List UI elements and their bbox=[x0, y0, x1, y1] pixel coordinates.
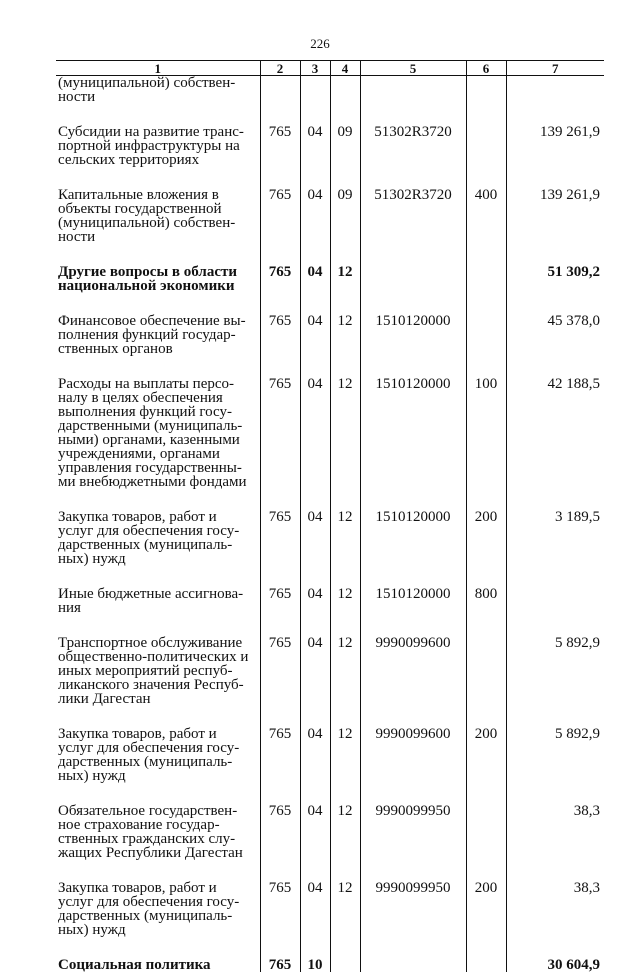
description-line: Закупка товаров, работ и bbox=[58, 880, 217, 896]
spacer-cell bbox=[330, 293, 360, 314]
subsection-code: 09 bbox=[330, 125, 360, 167]
item-description bbox=[56, 881, 260, 937]
item-description bbox=[56, 188, 260, 244]
section-code: 10 bbox=[300, 958, 330, 972]
table-row bbox=[56, 76, 604, 105]
spacer-cell bbox=[330, 706, 360, 727]
description-line: ное страхование государ- bbox=[58, 817, 220, 833]
description-line: ных) нужд bbox=[58, 551, 126, 567]
spacer-cell bbox=[56, 615, 260, 636]
expense-type-code bbox=[466, 958, 506, 972]
spacer-cell bbox=[360, 244, 466, 265]
amount: 42 188,5 bbox=[506, 377, 604, 489]
expense-type-code: 400 bbox=[466, 188, 506, 244]
spacer-cell bbox=[260, 356, 300, 377]
ministry-code: 765 bbox=[260, 587, 300, 615]
description-line: лики Дагестан bbox=[58, 691, 151, 707]
subsection-code: 12 bbox=[330, 377, 360, 489]
section-code: 04 bbox=[300, 265, 330, 293]
spacer-cell bbox=[506, 937, 604, 958]
section-code bbox=[300, 76, 330, 105]
description-line: ными) органами, казенными bbox=[58, 432, 240, 448]
header-col-2: 2 bbox=[260, 61, 300, 76]
subsection-code: 12 bbox=[330, 727, 360, 783]
item-description bbox=[56, 314, 260, 356]
target-code: 9990099950 bbox=[360, 881, 466, 937]
subsection-code: 12 bbox=[330, 265, 360, 293]
spacer-cell bbox=[360, 489, 466, 510]
description-line: ми внебюджетными фондами bbox=[58, 474, 247, 490]
target-code bbox=[360, 76, 466, 105]
spacer-cell bbox=[300, 356, 330, 377]
item-description bbox=[56, 727, 260, 783]
description-line: дарственными (муниципаль- bbox=[58, 418, 243, 434]
spacer-cell bbox=[260, 489, 300, 510]
row-spacer bbox=[56, 783, 604, 804]
header-col-6: 6 bbox=[466, 61, 506, 76]
section-code: 04 bbox=[300, 314, 330, 356]
header-row bbox=[56, 61, 604, 76]
row-spacer bbox=[56, 489, 604, 510]
description-line: Капитальные вложения в bbox=[58, 187, 219, 203]
spacer-cell bbox=[300, 167, 330, 188]
budget-table bbox=[56, 60, 604, 972]
spacer-cell bbox=[260, 293, 300, 314]
description-line: Финансовое обеспечение вы- bbox=[58, 313, 246, 329]
spacer-cell bbox=[466, 566, 506, 587]
spacer-cell bbox=[56, 489, 260, 510]
spacer-cell bbox=[466, 706, 506, 727]
description-line: услуг для обеспечения госу- bbox=[58, 740, 240, 756]
section-code: 04 bbox=[300, 881, 330, 937]
description-line: Закупка товаров, работ и bbox=[58, 726, 217, 742]
spacer-cell bbox=[300, 860, 330, 881]
spacer-cell bbox=[506, 566, 604, 587]
description-line: Обязательное государствен- bbox=[58, 803, 238, 819]
target-code: 1510120000 bbox=[360, 587, 466, 615]
expense-type-code: 200 bbox=[466, 881, 506, 937]
spacer-cell bbox=[260, 167, 300, 188]
spacer-cell bbox=[360, 706, 466, 727]
header-col-1: 1 bbox=[56, 61, 260, 76]
spacer-cell bbox=[466, 104, 506, 125]
table-row bbox=[56, 587, 604, 615]
spacer-cell bbox=[466, 244, 506, 265]
subsection-code: 12 bbox=[330, 881, 360, 937]
spacer-cell bbox=[56, 566, 260, 587]
expense-type-code bbox=[466, 265, 506, 293]
item-description bbox=[56, 510, 260, 566]
spacer-cell bbox=[300, 244, 330, 265]
description-line: жащих Республики Дагестан bbox=[58, 845, 243, 861]
spacer-cell bbox=[330, 566, 360, 587]
table-row bbox=[56, 727, 604, 783]
table-row bbox=[56, 958, 604, 972]
expense-type-code bbox=[466, 314, 506, 356]
section-code: 04 bbox=[300, 188, 330, 244]
amount: 139 261,9 bbox=[506, 188, 604, 244]
ministry-code: 765 bbox=[260, 958, 300, 972]
spacer-cell bbox=[506, 244, 604, 265]
section-code: 04 bbox=[300, 727, 330, 783]
header-col-5: 5 bbox=[360, 61, 466, 76]
description-line: общественно-политических и bbox=[58, 649, 249, 665]
amount: 5 892,9 bbox=[506, 727, 604, 783]
spacer-cell bbox=[360, 566, 466, 587]
target-code: 1510120000 bbox=[360, 510, 466, 566]
ministry-code: 765 bbox=[260, 265, 300, 293]
amount: 3 189,5 bbox=[506, 510, 604, 566]
spacer-cell bbox=[360, 783, 466, 804]
amount: 139 261,9 bbox=[506, 125, 604, 167]
spacer-cell bbox=[506, 104, 604, 125]
description-line: управления государственны- bbox=[58, 460, 242, 476]
spacer-cell bbox=[300, 566, 330, 587]
spacer-cell bbox=[506, 293, 604, 314]
expense-type-code: 800 bbox=[466, 587, 506, 615]
spacer-cell bbox=[56, 356, 260, 377]
description-line: дарственных (муниципаль- bbox=[58, 754, 233, 770]
ministry-code: 765 bbox=[260, 510, 300, 566]
ministry-code: 765 bbox=[260, 377, 300, 489]
spacer-cell bbox=[330, 937, 360, 958]
subsection-code: 12 bbox=[330, 804, 360, 860]
spacer-cell bbox=[300, 706, 330, 727]
spacer-cell bbox=[300, 783, 330, 804]
table-row bbox=[56, 881, 604, 937]
spacer-cell bbox=[360, 167, 466, 188]
spacer-cell bbox=[506, 706, 604, 727]
target-code bbox=[360, 265, 466, 293]
spacer-cell bbox=[466, 937, 506, 958]
subsection-code: 09 bbox=[330, 188, 360, 244]
spacer-cell bbox=[506, 615, 604, 636]
spacer-cell bbox=[260, 615, 300, 636]
spacer-cell bbox=[360, 356, 466, 377]
spacer-cell bbox=[260, 706, 300, 727]
row-spacer bbox=[56, 860, 604, 881]
description-line: выполнения функций госу- bbox=[58, 404, 232, 420]
spacer-cell bbox=[466, 356, 506, 377]
spacer-cell bbox=[260, 566, 300, 587]
row-spacer bbox=[56, 615, 604, 636]
spacer-cell bbox=[466, 293, 506, 314]
spacer-cell bbox=[506, 167, 604, 188]
description-line: Иные бюджетные ассигнова- bbox=[58, 586, 244, 602]
amount bbox=[506, 587, 604, 615]
spacer-cell bbox=[330, 104, 360, 125]
subsection-code bbox=[330, 76, 360, 105]
spacer-cell bbox=[360, 937, 466, 958]
amount: 38,3 bbox=[506, 881, 604, 937]
item-description bbox=[56, 265, 260, 293]
spacer-cell bbox=[466, 860, 506, 881]
description-line: учреждениями, органами bbox=[58, 446, 220, 462]
spacer-cell bbox=[330, 244, 360, 265]
item-description bbox=[56, 125, 260, 167]
description-line: ния bbox=[58, 600, 81, 616]
description-line: полнения функций государ- bbox=[58, 327, 236, 343]
spacer-cell bbox=[300, 615, 330, 636]
description-line: ликанского значения Респуб- bbox=[58, 677, 244, 693]
subsection-code: 12 bbox=[330, 587, 360, 615]
header-col-7: 7 bbox=[506, 61, 604, 76]
description-line: дарственных (муниципаль- bbox=[58, 908, 233, 924]
ministry-code bbox=[260, 76, 300, 105]
spacer-cell bbox=[466, 615, 506, 636]
header-col-3: 3 bbox=[300, 61, 330, 76]
description-line: ности bbox=[58, 229, 96, 245]
table-row bbox=[56, 510, 604, 566]
table-header bbox=[56, 61, 604, 76]
spacer-cell bbox=[330, 356, 360, 377]
description-line: ных) нужд bbox=[58, 768, 126, 784]
row-spacer bbox=[56, 937, 604, 958]
description-line: услуг для обеспечения госу- bbox=[58, 523, 240, 539]
spacer-cell bbox=[56, 293, 260, 314]
item-description bbox=[56, 958, 260, 972]
amount: 5 892,9 bbox=[506, 636, 604, 706]
description-line: (муниципальной) собствен- bbox=[58, 215, 236, 231]
spacer-cell bbox=[56, 860, 260, 881]
spacer-cell bbox=[330, 167, 360, 188]
ministry-code: 765 bbox=[260, 314, 300, 356]
table-row bbox=[56, 265, 604, 293]
spacer-cell bbox=[260, 937, 300, 958]
description-line: национальной экономики bbox=[58, 278, 235, 294]
spacer-cell bbox=[330, 615, 360, 636]
description-line: Расходы на выплаты персо- bbox=[58, 376, 235, 392]
description-line: услуг для обеспечения госу- bbox=[58, 894, 240, 910]
spacer-cell bbox=[466, 489, 506, 510]
item-description bbox=[56, 76, 260, 105]
target-code: 51302R3720 bbox=[360, 125, 466, 167]
spacer-cell bbox=[506, 356, 604, 377]
subsection-code bbox=[330, 958, 360, 972]
section-code: 04 bbox=[300, 804, 330, 860]
spacer-cell bbox=[56, 783, 260, 804]
ministry-code: 765 bbox=[260, 188, 300, 244]
section-code: 04 bbox=[300, 587, 330, 615]
spacer-cell bbox=[466, 167, 506, 188]
subsection-code: 12 bbox=[330, 510, 360, 566]
description-line: иных мероприятий респуб- bbox=[58, 663, 233, 679]
row-spacer bbox=[56, 566, 604, 587]
ministry-code: 765 bbox=[260, 881, 300, 937]
spacer-cell bbox=[360, 860, 466, 881]
spacer-cell bbox=[260, 860, 300, 881]
spacer-cell bbox=[506, 860, 604, 881]
row-spacer bbox=[56, 356, 604, 377]
ministry-code: 765 bbox=[260, 636, 300, 706]
target-code: 1510120000 bbox=[360, 377, 466, 489]
target-code: 9990099600 bbox=[360, 636, 466, 706]
description-line: налу в целях обеспечения bbox=[58, 390, 223, 406]
description-line: Социальная политика bbox=[58, 957, 211, 973]
expense-type-code bbox=[466, 804, 506, 860]
table-row bbox=[56, 636, 604, 706]
spacer-cell bbox=[360, 104, 466, 125]
spacer-cell bbox=[56, 104, 260, 125]
spacer-cell bbox=[260, 783, 300, 804]
description-line: (муниципальной) собствен- bbox=[58, 75, 236, 91]
spacer-cell bbox=[506, 783, 604, 804]
expense-type-code bbox=[466, 125, 506, 167]
spacer-cell bbox=[56, 937, 260, 958]
spacer-cell bbox=[466, 783, 506, 804]
item-description bbox=[56, 804, 260, 860]
spacer-cell bbox=[56, 244, 260, 265]
description-line: Другие вопросы в области bbox=[58, 264, 237, 280]
description-line: дарственных (муниципаль- bbox=[58, 537, 233, 553]
spacer-cell bbox=[330, 489, 360, 510]
item-description bbox=[56, 636, 260, 706]
row-spacer bbox=[56, 244, 604, 265]
description-line: ственных гражданских слу- bbox=[58, 831, 236, 847]
ministry-code: 765 bbox=[260, 727, 300, 783]
table-body bbox=[56, 76, 604, 973]
amount: 30 604,9 bbox=[506, 958, 604, 972]
amount: 45 378,0 bbox=[506, 314, 604, 356]
target-code: 9990099600 bbox=[360, 727, 466, 783]
expense-type-code: 100 bbox=[466, 377, 506, 489]
spacer-cell bbox=[300, 937, 330, 958]
description-line: Субсидии на развитие транс- bbox=[58, 124, 244, 140]
expense-type-code: 200 bbox=[466, 727, 506, 783]
description-line: Закупка товаров, работ и bbox=[58, 509, 217, 525]
subsection-code: 12 bbox=[330, 636, 360, 706]
row-spacer bbox=[56, 167, 604, 188]
row-spacer bbox=[56, 104, 604, 125]
spacer-cell bbox=[330, 860, 360, 881]
page-number: 226 bbox=[310, 36, 330, 51]
description-line: сельских территориях bbox=[58, 152, 200, 168]
amount: 51 309,2 bbox=[506, 265, 604, 293]
target-code bbox=[360, 958, 466, 972]
target-code: 51302R3720 bbox=[360, 188, 466, 244]
table-row bbox=[56, 377, 604, 489]
spacer-cell bbox=[260, 244, 300, 265]
description-line: портной инфраструктуры на bbox=[58, 138, 240, 154]
description-line: Транспортное обслуживание bbox=[58, 635, 243, 651]
ministry-code: 765 bbox=[260, 804, 300, 860]
table-row bbox=[56, 804, 604, 860]
spacer-cell bbox=[300, 489, 330, 510]
target-code: 9990099950 bbox=[360, 804, 466, 860]
expense-type-code bbox=[466, 76, 506, 105]
section-code: 04 bbox=[300, 510, 330, 566]
ministry-code: 765 bbox=[260, 125, 300, 167]
amount bbox=[506, 76, 604, 105]
spacer-cell bbox=[360, 615, 466, 636]
row-spacer bbox=[56, 706, 604, 727]
spacer-cell bbox=[506, 489, 604, 510]
header-col-4: 4 bbox=[330, 61, 360, 76]
spacer-cell bbox=[260, 104, 300, 125]
section-code: 04 bbox=[300, 636, 330, 706]
item-description bbox=[56, 377, 260, 489]
spacer-cell bbox=[360, 293, 466, 314]
section-code: 04 bbox=[300, 125, 330, 167]
item-description bbox=[56, 587, 260, 615]
description-line: объекты государственной bbox=[58, 201, 222, 217]
spacer-cell bbox=[56, 167, 260, 188]
target-code: 1510120000 bbox=[360, 314, 466, 356]
expense-type-code bbox=[466, 636, 506, 706]
spacer-cell bbox=[330, 783, 360, 804]
table-row bbox=[56, 188, 604, 244]
amount: 38,3 bbox=[506, 804, 604, 860]
table-row bbox=[56, 314, 604, 356]
row-spacer bbox=[56, 293, 604, 314]
spacer-cell bbox=[56, 706, 260, 727]
expense-type-code: 200 bbox=[466, 510, 506, 566]
spacer-cell bbox=[300, 293, 330, 314]
table-row bbox=[56, 125, 604, 167]
description-line: ных) нужд bbox=[58, 922, 126, 938]
section-code: 04 bbox=[300, 377, 330, 489]
description-line: ности bbox=[58, 89, 96, 105]
spacer-cell bbox=[300, 104, 330, 125]
subsection-code: 12 bbox=[330, 314, 360, 356]
description-line: ственных органов bbox=[58, 341, 173, 357]
